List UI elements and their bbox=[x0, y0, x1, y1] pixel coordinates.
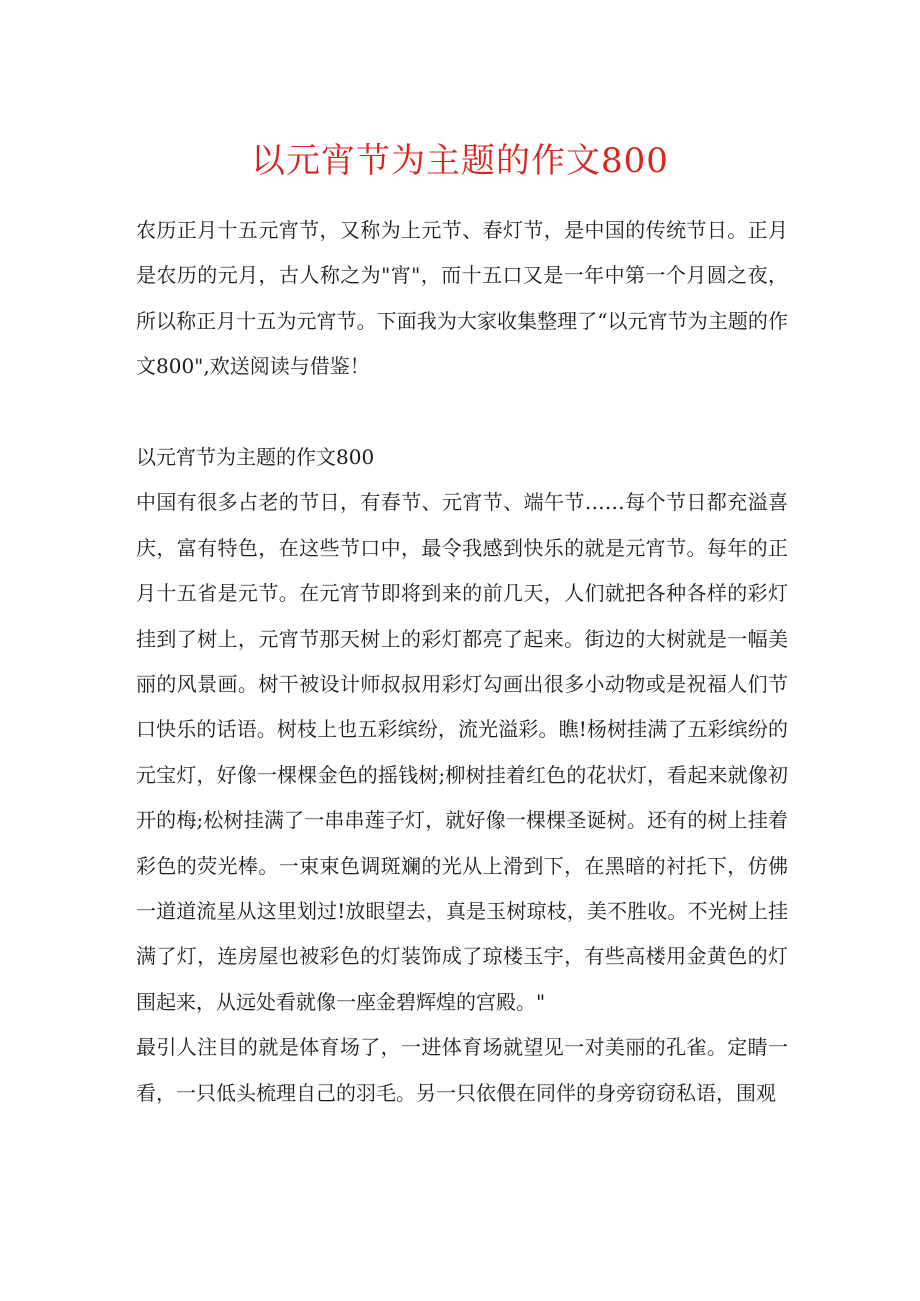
paragraph-spacer bbox=[136, 390, 788, 435]
body-paragraph: 中国有很多占老的节日，有春节、元宵节、端午节……每个节日都充溢喜庆，富有特色，在这些节口中，最令我感到快乐的就是元宵节。每年的正月十五省是元节。在元宵节即将到来的前几天，人们就把各种各样的彩灯挂到了树上，元宵节那天树上的彩灯都亮了起来。街边的大树就是一幅美丽的风景画。树干被设计师叔叔用彩灯勾画出很多小动物或是祝福人们节口快乐的话语。树枝上也五彩缤纷，流光溢彩。瞧!杨树挂满了五彩缤纷的元宝灯，好像一棵棵金色的摇钱树;柳树挂着红色的花状灯，看起来就像初开的梅;松树挂满了一串串莲子灯，就好像一棵棵圣诞树。还有的树上挂着彩色的荧光棒。一束束色调斑斓的光从上滑到下，在黑暗的衬托下，仿佛一道道流星从这里划过!放眼望去，真是玉树琼枝，美不胜收。不光树上挂满了灯，连房屋也被彩色的灯装饰成了琼楼玉宇，有些高楼用金黄色的灯围起来，从远处看就像一座金碧辉煌的宫殿。" bbox=[136, 490, 788, 1014]
section-heading: 以元宵节为主题的作文800 bbox=[136, 445, 375, 470]
document-body bbox=[136, 208, 788, 1116]
intro-paragraph: 农历正月十五元宵节，又称为上元节、春灯节，是中国的传统节日。正月是农历的元月，古人称之为"宵"，而十五口又是一年中第一个月圆之夜，所以称正月十五为元宵节。下面我为大家收集整理了“以元宵节为主题的作文800",欢送阅读与借鉴！ bbox=[136, 218, 788, 379]
body-paragraph: 最引人注目的就是体育场了，一进体育场就望见一对美丽的孔雀。定睛一看，一只低头梳理自己的羽毛。另一只依偎在同伴的身旁窃窃私语，围观 bbox=[136, 1035, 788, 1105]
document-title: 以元宵节为主题的作文800 bbox=[251, 141, 669, 181]
